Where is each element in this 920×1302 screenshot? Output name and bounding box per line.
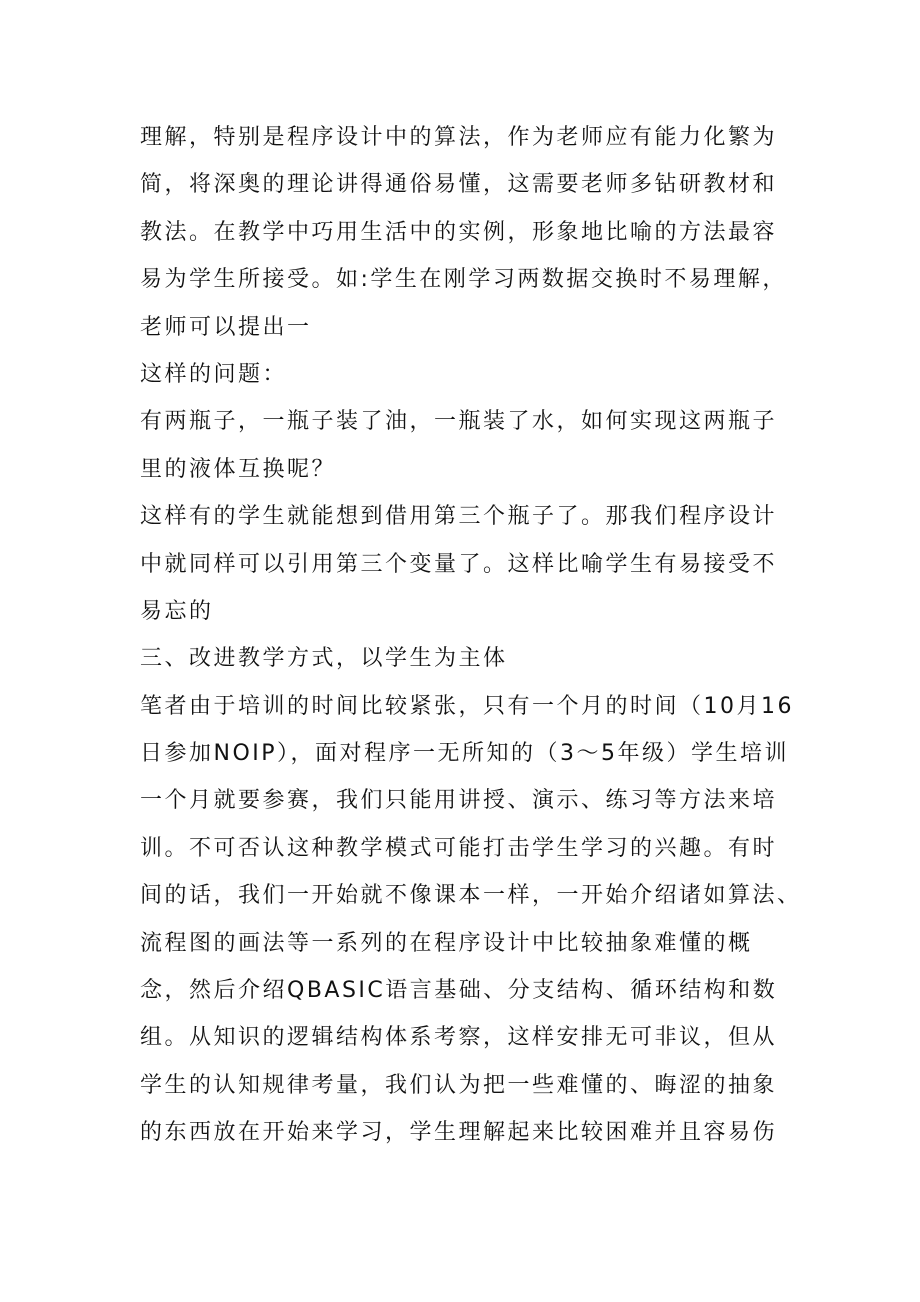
text-line: 流程图的画法等一系列的在程序设计中比较抽象难懂的概 bbox=[140, 930, 753, 956]
text-line: 易忘的 bbox=[140, 598, 214, 624]
text-line: 训。不可否认这种教学模式可能打击学生学习的兴趣。有时 bbox=[140, 835, 778, 861]
text-line: 这样的问题： bbox=[140, 361, 288, 387]
text-line: 老师可以提出一 bbox=[140, 314, 312, 340]
text-line: 简，将深奥的理论讲得通俗易懂，这需要老师多钻研教材和 bbox=[140, 172, 778, 198]
text-line: 一个月就要参赛，我们只能用讲授、演示、练习等方法来培 bbox=[140, 788, 778, 814]
text-line: 日参加NOIP），面对程序一无所知的（3～5年级）学生培训 bbox=[140, 741, 790, 767]
text-line: 里的液体互换呢？ bbox=[140, 456, 337, 482]
document-body bbox=[140, 114, 820, 1157]
section-heading: 三、改进教学方式，以学生为主体 bbox=[140, 646, 508, 672]
text-line: 组。从知识的逻辑结构体系考察，这样安排无可非议，但从 bbox=[140, 1025, 778, 1051]
text-line: 这样有的学生就能想到借用第三个瓶子了。那我们程序设计 bbox=[140, 504, 778, 530]
text-line: 中就同样可以引用第三个变量了。这样比喻学生有易接受不 bbox=[140, 551, 778, 577]
text-line: 有两瓶子，一瓶子装了油，一瓶装了水，如何实现这两瓶子 bbox=[140, 409, 778, 435]
text-line: 易为学生所接受。如:学生在刚学习两数据交换时不易理解， bbox=[140, 267, 787, 293]
text-line: 的东西放在开始来学习，学生理解起来比较困难并且容易伤 bbox=[140, 1120, 778, 1146]
text-line: 间的话，我们一开始就不像课本一样，一开始介绍诸如算法、 bbox=[140, 883, 802, 909]
text-line: 念，然后介绍QBASIC语言基础、分支结构、循环结构和数 bbox=[140, 978, 778, 1004]
text-line: 学生的认知规律考量，我们认为把一些难懂的、晦涩的抽象 bbox=[140, 1072, 778, 1098]
text-line: 笔者由于培训的时间比较紧张，只有一个月的时间（10月16 bbox=[140, 693, 794, 719]
text-line: 教法。在教学中巧用生活中的实例，形象地比喻的方法最容 bbox=[140, 219, 778, 245]
text-line: 理解，特别是程序设计中的算法，作为老师应有能力化繁为 bbox=[140, 125, 778, 150]
